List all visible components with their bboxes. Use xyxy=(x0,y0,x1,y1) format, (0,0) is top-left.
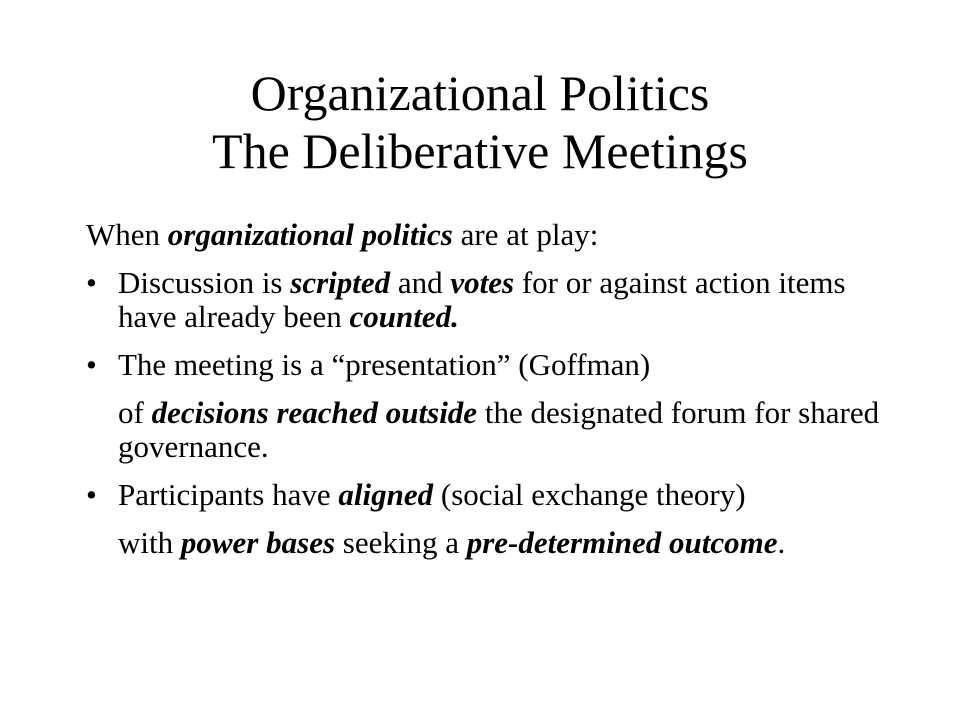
bullet-item-3 xyxy=(86,478,886,512)
title-line-1: Organizational Politics xyxy=(250,65,710,121)
intro-text-2: are at play: xyxy=(452,217,599,252)
bullet-item-2 xyxy=(86,348,886,382)
bullet-dot: • xyxy=(86,347,97,382)
bullet2-cont-text-1: of xyxy=(118,395,152,430)
bullet-dot: • xyxy=(86,477,97,512)
bullet2-cont-emphasis: decisions reached outside xyxy=(151,395,478,430)
bullet2-cont-text-2: the designated forum for shared governance. xyxy=(118,395,880,464)
bullet-item-1 xyxy=(86,266,886,334)
bullet1-text-3: for or against action items have already been xyxy=(118,265,846,334)
bullet1-emphasis-3: counted. xyxy=(349,299,459,334)
intro-emphasis: organizational politics xyxy=(167,217,453,252)
bullet3-text-2: (social exchange theory) xyxy=(433,477,746,512)
intro-line xyxy=(86,218,886,252)
slide-body xyxy=(86,218,886,574)
bullet3-text-1: Participants have xyxy=(118,477,339,512)
bullet3-cont-text-2: seeking a xyxy=(335,525,467,560)
bullet-2-continuation xyxy=(86,396,886,464)
slide-title xyxy=(0,64,960,180)
bullet1-emphasis-2: votes xyxy=(450,265,515,300)
bullet-dot: • xyxy=(86,265,97,300)
bullet3-cont-text-3: . xyxy=(777,525,786,560)
bullet1-emphasis-1: scripted xyxy=(290,265,391,300)
title-line-2: The Deliberative Meetings xyxy=(212,123,748,179)
bullet3-cont-emphasis-2: pre-determined outcome xyxy=(466,525,778,560)
bullet-3-continuation xyxy=(86,526,886,560)
bullet3-emphasis: aligned xyxy=(338,477,434,512)
bullet3-cont-emphasis-1: power bases xyxy=(180,525,336,560)
bullet2-text: The meeting is a “presentation” (Goffman) xyxy=(118,347,651,382)
bullet3-cont-text-1: with xyxy=(118,525,181,560)
bullet1-text-2: and xyxy=(390,265,451,300)
intro-text-1: When xyxy=(86,217,168,252)
bullet1-text-1: Discussion is xyxy=(118,265,291,300)
